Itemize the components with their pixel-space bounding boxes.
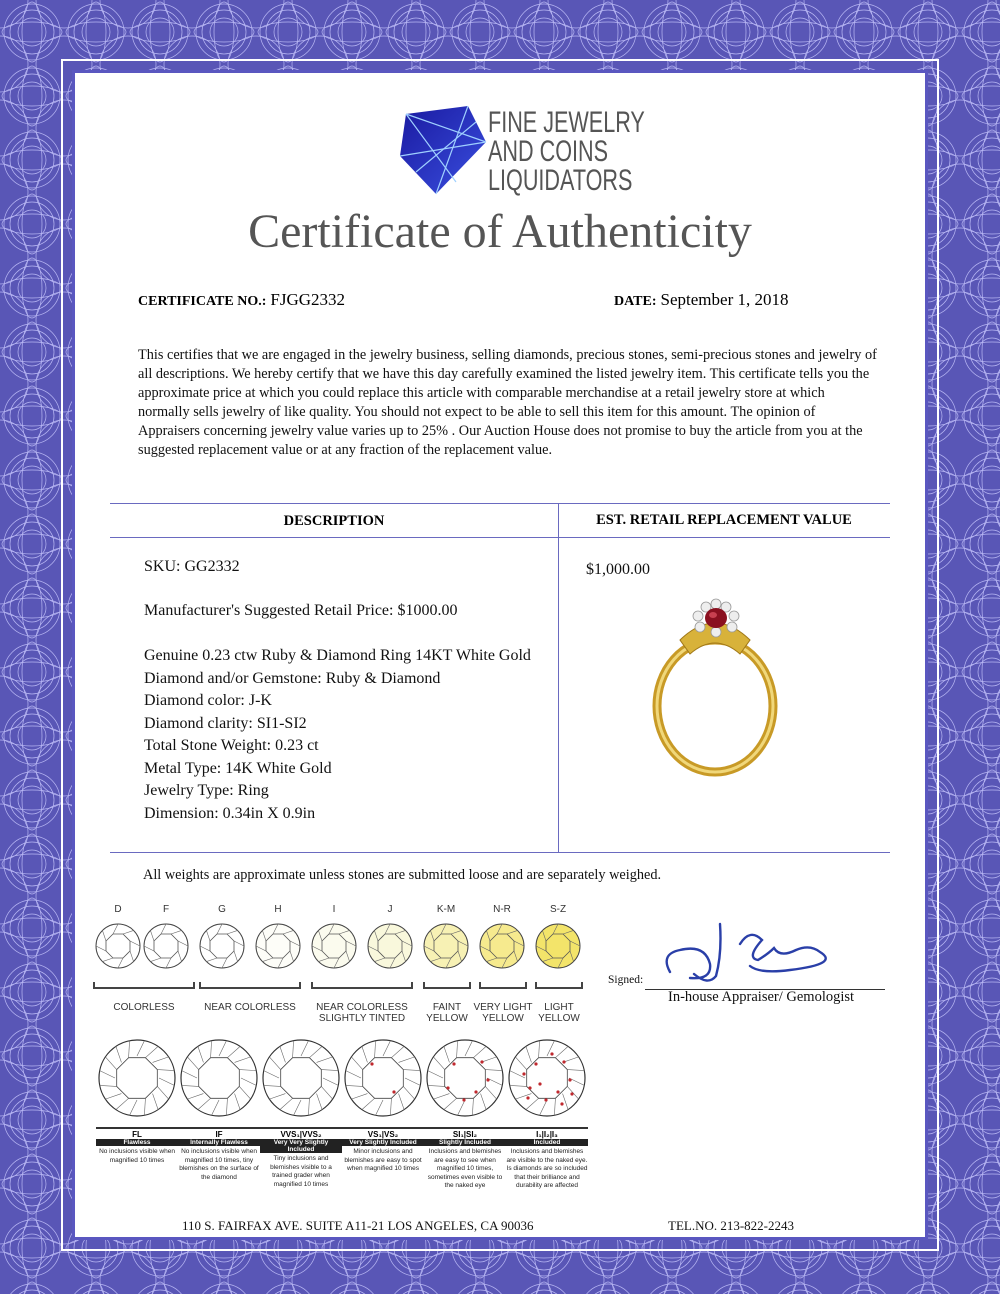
color-grade-letter: N-R <box>493 904 511 915</box>
color-group-label-line: LIGHT <box>544 1002 574 1013</box>
color-grade-diamond <box>368 924 412 968</box>
replacement-value: $1,000.00 <box>586 561 650 578</box>
detail-line: Dimension: 0.34in X 0.9in <box>144 804 316 822</box>
company-line-3: LIQUIDATORS <box>488 164 633 197</box>
clarity-diamond-icon <box>342 1034 424 1122</box>
clarity-grade <box>342 1034 424 1174</box>
page-title: Certificate of Authenticity <box>248 205 752 258</box>
clarity-code: VS₁|VS₂ <box>342 1127 424 1139</box>
footer-phone: TEL.NO. 213-822-2243 <box>668 1218 795 1233</box>
clarity-description: Inclusions and blemishes are visible to the naked eye. Is diamonds are so included that their brilliance and durability are affected <box>506 1148 588 1189</box>
clarity-description: Tiny inclusions and blemishes visible to a trained grader when magnified 10 times <box>270 1155 332 1188</box>
sku: SKU: GG2332 <box>144 558 240 575</box>
value-column-header: EST. RETAIL REPLACEMENT VALUE <box>596 512 852 528</box>
color-group-label-line: COLORLESS <box>113 1002 175 1013</box>
color-grade-chart <box>90 896 590 1036</box>
clarity-grade <box>96 1034 178 1165</box>
detail-line: Diamond clarity: SI1-SI2 <box>144 714 307 732</box>
color-group-label-line: FAINT <box>432 1002 462 1013</box>
color-group-label-line: YELLOW <box>482 1013 524 1024</box>
clarity-name: Slightly Included <box>424 1139 506 1146</box>
clarity-name: Very Slightly Included <box>342 1139 424 1146</box>
weights-note: All weights are approximate unless stones are submitted loose and are separately weighed. <box>143 867 662 883</box>
company-line-2: AND COINS <box>488 135 609 168</box>
clarity-diamond-icon <box>260 1034 342 1122</box>
color-grade-diamond <box>480 924 524 968</box>
clarity-code: IF <box>178 1127 260 1139</box>
signature-image <box>650 914 860 984</box>
clarity-diamond-icon <box>506 1034 588 1122</box>
clarity-code: VVS₁|VVS₂ <box>260 1127 342 1139</box>
clarity-code: FL <box>96 1127 178 1139</box>
certificate-number-value: FJGG2332 <box>270 290 345 309</box>
color-group-label <box>416 1002 478 1024</box>
clarity-diamond-icon <box>96 1034 178 1122</box>
color-group-label-line: NEAR COLORLESS <box>316 1002 408 1013</box>
clarity-grade <box>424 1034 506 1191</box>
detail-line: Total Stone Weight: 0.23 ct <box>144 737 319 754</box>
detail-line: Diamond color: J-K <box>144 692 272 709</box>
gem-logo-icon <box>396 102 492 198</box>
company-line-1: FINE JEWELRY <box>488 106 645 139</box>
clarity-description: Inclusions and blemishes are easy to see when magnified 10 times, sometimes even visible to the naked eye <box>427 1148 503 1189</box>
color-grade-diamond <box>96 924 140 968</box>
footer-address: 110 S. FAIRFAX AVE. SUITE A11-21 LOS ANGELES, CA 90036 <box>182 1218 534 1233</box>
date-label: DATE: <box>614 294 657 309</box>
color-grade-diamond <box>144 924 188 968</box>
certification-statement: This certifies that we are engaged in the jewelry business, selling diamonds, precious stones, semi-precious stones and jewelry of all descriptions. We hereby certify that we have this day carefully examined the listed jewelry item. This certificate tells you the approximate price at which you could replace this article with comparable merchandise at a retail jewelry store at which normally sells jewelry of like quality. You should not expect to be able to sell this item for this amount. The opinion of Appraisers concerning jewelry value varies up to 25% . Our Auction House does not promise to buy the article from you at the suggested replacement value or at any fraction of the replacement value. <box>138 347 877 458</box>
color-grade-letter: J <box>387 904 393 915</box>
clarity-code: SI₁|SI₂ <box>424 1127 506 1139</box>
color-grade-letter: K-M <box>436 904 456 915</box>
ring-image <box>640 596 790 782</box>
company-name <box>488 108 645 195</box>
clarity-diamond-icon <box>178 1034 260 1122</box>
detail-line: Diamond and/or Gemstone: Ruby & Diamond <box>144 669 441 687</box>
certificate-number <box>138 290 345 310</box>
color-group-label-line: SLIGHTLY TINTED <box>318 1013 406 1024</box>
color-grade-letter: H <box>274 904 282 915</box>
clarity-description: No inclusions visible when magnified 10 times <box>99 1148 175 1164</box>
color-grade-letter: F <box>162 904 170 915</box>
color-group-label <box>86 1002 202 1013</box>
color-grade-letter: D <box>114 904 122 915</box>
clarity-description: Minor inclusions and blemishes are easy to spot when magnified 10 times <box>344 1148 422 1172</box>
color-grade-diamond <box>536 924 580 968</box>
msrp: Manufacturer's Suggested Retail Price: $1000.00 <box>144 602 458 619</box>
clarity-grade-chart <box>96 1034 596 1224</box>
clarity-name: Included <box>506 1139 588 1146</box>
item-details <box>144 645 531 825</box>
clarity-diamond-icon <box>424 1034 506 1122</box>
clarity-name: Very Very Slightly Included <box>260 1139 342 1153</box>
color-group-label-line: YELLOW <box>538 1013 580 1024</box>
description-column-header: DESCRIPTION <box>283 513 385 529</box>
color-grade-diamond <box>200 924 244 968</box>
clarity-grade <box>178 1034 260 1182</box>
clarity-description: No inclusions visible when magnified 10 times, tiny blemishes on the surface of the diamond <box>179 1148 259 1181</box>
clarity-name: Flawless <box>96 1139 178 1146</box>
color-group-label <box>528 1002 590 1024</box>
clarity-grade <box>506 1034 588 1191</box>
color-group-label <box>472 1002 534 1024</box>
color-group-label-line: VERY LIGHT <box>473 1002 533 1013</box>
detail-line: Jewelry Type: Ring <box>144 782 269 799</box>
certificate-date <box>614 290 788 310</box>
certificate-number-label: CERTIFICATE NO.: <box>138 294 267 309</box>
color-grade-diamonds <box>90 896 590 996</box>
appraiser-title: In-house Appraiser/ Gemologist <box>668 989 855 1005</box>
clarity-code: I₁|I₂|I₃ <box>506 1127 588 1139</box>
color-grade-letter: I <box>332 904 336 915</box>
clarity-grade <box>260 1034 342 1189</box>
color-grade-diamond <box>256 924 300 968</box>
color-group-label-line: YELLOW <box>426 1013 468 1024</box>
signed-label: Signed: <box>608 974 644 986</box>
detail-line: Genuine 0.23 ctw Ruby & Diamond Ring 14KT White Gold <box>144 647 531 664</box>
color-group-label <box>304 1002 420 1024</box>
date-value: September 1, 2018 <box>660 290 789 309</box>
color-grade-diamond <box>424 924 468 968</box>
color-grade-letter: G <box>218 904 226 915</box>
detail-line: Metal Type: 14K White Gold <box>144 759 332 777</box>
clarity-name: Internally Flawless <box>178 1139 260 1146</box>
color-grade-letter: S-Z <box>549 904 567 915</box>
color-group-label-line: NEAR COLORLESS <box>204 1002 296 1013</box>
color-group-label <box>192 1002 308 1013</box>
color-grade-diamond <box>312 924 356 968</box>
